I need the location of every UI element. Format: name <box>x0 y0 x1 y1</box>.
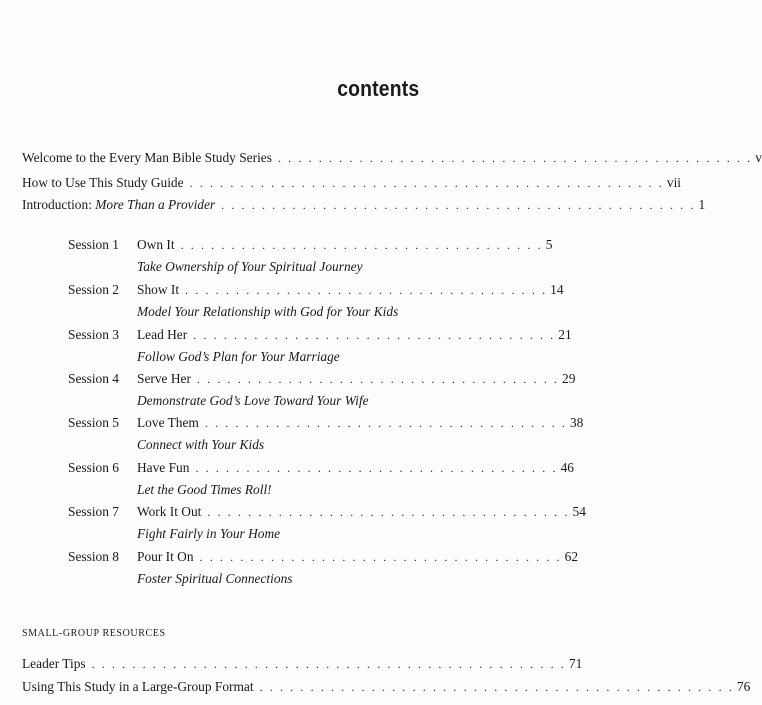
session-label: Session 2 <box>68 282 119 297</box>
session-label: Session 3 <box>68 327 119 342</box>
leader-dots: . . . . . . . . . . . . . . . . . . . . . . . . . . . . . . . . . . . . <box>207 505 570 519</box>
page-title: contents <box>336 76 419 101</box>
entry-title-italic: More Than a Provider <box>95 197 216 212</box>
leader-dots: . . . . . . . . . . . . . . . . . . . . . . . . . . . . . . . . . . . . <box>204 416 567 430</box>
entry-title: Show It <box>137 282 180 297</box>
toc-entry-session-1[interactable] <box>137 237 553 253</box>
toc-entry-large-group[interactable] <box>22 679 751 695</box>
entry-title: Introduction: More Than a Provider <box>22 197 216 212</box>
entry-page: 46 <box>560 460 574 475</box>
session-label: Session 1 <box>68 237 119 252</box>
session-label: Session 8 <box>68 549 119 564</box>
entry-page: 54 <box>572 504 586 519</box>
leader-dots: . . . . . . . . . . . . . . . . . . . . . . . . . . . . . . . . . . . . <box>180 238 543 252</box>
session-subtitle: Connect with Your Kids <box>137 437 265 452</box>
leader-dots: . . . . . . . . . . . . . . . . . . . . . . . . . . . . . . . . . . . . <box>196 372 560 386</box>
toc-entry-session-4[interactable] <box>137 371 576 387</box>
toc-entry-session-5[interactable] <box>137 415 584 431</box>
entry-page: vii <box>666 175 682 190</box>
session-subtitle: Model Your Relationship with God for Your Kids <box>137 304 399 319</box>
session-subtitle: Let the Good Times Roll! <box>137 482 272 497</box>
entry-title: Pour It On <box>137 549 194 564</box>
entry-title: Lead Her <box>137 327 188 342</box>
entry-page: v <box>755 150 762 165</box>
toc-entry-session-3[interactable] <box>137 327 572 343</box>
leader-dots: . . . . . . . . . . . . . . . . . . . . . . . . . . . . . . . . . . . . . . . . . . . . . . . <box>221 198 696 212</box>
entry-title: Work It Out <box>137 504 202 519</box>
entry-page: 76 <box>736 679 751 694</box>
leader-dots: . . . . . . . . . . . . . . . . . . . . . . . . . . . . . . . . . . . . . . . . . . . . . . . <box>189 176 664 190</box>
leader-dots: . . . . . . . . . . . . . . . . . . . . . . . . . . . . . . . . . . . . . . . . . . . . . . . <box>277 151 753 165</box>
entry-page: 5 <box>545 237 553 252</box>
entry-title: Using This Study in a Large-Group Format <box>22 679 254 694</box>
toc-entry-session-8[interactable] <box>137 549 579 565</box>
entry-title: How to Use This Study Guide <box>22 175 184 190</box>
session-subtitle: Follow God’s Plan for Your Marriage <box>137 349 340 364</box>
entry-page: 21 <box>558 327 572 342</box>
toc-entry-leader-tips[interactable] <box>22 656 583 672</box>
session-subtitle: Demonstrate God’s Love Toward Your Wife <box>137 393 369 408</box>
session-subtitle: Take Ownership of Your Spiritual Journey <box>137 259 363 274</box>
session-label: Session 7 <box>68 504 119 519</box>
toc-entry-how-to-use[interactable] <box>22 175 682 191</box>
toc-entry-session-7[interactable] <box>137 504 586 520</box>
session-label: Session 4 <box>68 371 119 386</box>
entry-page: 71 <box>568 656 583 671</box>
entry-title: Welcome to the Every Man Bible Study Series <box>22 150 272 165</box>
entry-page: 1 <box>698 197 706 212</box>
leader-dots: . . . . . . . . . . . . . . . . . . . . . . . . . . . . . . . . . . . . <box>193 328 556 342</box>
leader-dots: . . . . . . . . . . . . . . . . . . . . . . . . . . . . . . . . . . . . <box>195 461 558 475</box>
leader-dots: . . . . . . . . . . . . . . . . . . . . . . . . . . . . . . . . . . . . . . . . . . . . . . . <box>91 657 566 671</box>
session-label: Session 6 <box>68 460 119 475</box>
session-label: Session 5 <box>68 415 119 430</box>
session-subtitle: Foster Spiritual Connections <box>137 571 293 586</box>
entry-title: Serve Her <box>137 371 191 386</box>
entry-page: 29 <box>562 371 576 386</box>
entry-title: Leader Tips <box>22 656 86 671</box>
toc-entry-introduction[interactable] <box>22 197 706 213</box>
session-subtitle: Fight Fairly in Your Home <box>137 526 281 541</box>
entry-page: 62 <box>564 549 579 564</box>
leader-dots: . . . . . . . . . . . . . . . . . . . . . . . . . . . . . . . . . . . . <box>199 550 562 564</box>
entry-page: 14 <box>550 282 564 297</box>
entry-title: Own It <box>137 237 175 252</box>
entry-title: Have Fun <box>137 460 190 475</box>
toc-entry-session-2[interactable] <box>137 282 564 298</box>
entry-page: 38 <box>569 415 584 430</box>
toc-entry-session-6[interactable] <box>137 460 574 476</box>
toc-entry-welcome[interactable] <box>22 150 762 166</box>
entry-title: Love Them <box>137 415 199 430</box>
leader-dots: . . . . . . . . . . . . . . . . . . . . . . . . . . . . . . . . . . . . . . . . . . . . . . . <box>259 680 734 694</box>
leader-dots: . . . . . . . . . . . . . . . . . . . . . . . . . . . . . . . . . . . . <box>185 283 548 297</box>
resources-heading: SMALL-GROUP RESOURCES <box>22 628 166 639</box>
